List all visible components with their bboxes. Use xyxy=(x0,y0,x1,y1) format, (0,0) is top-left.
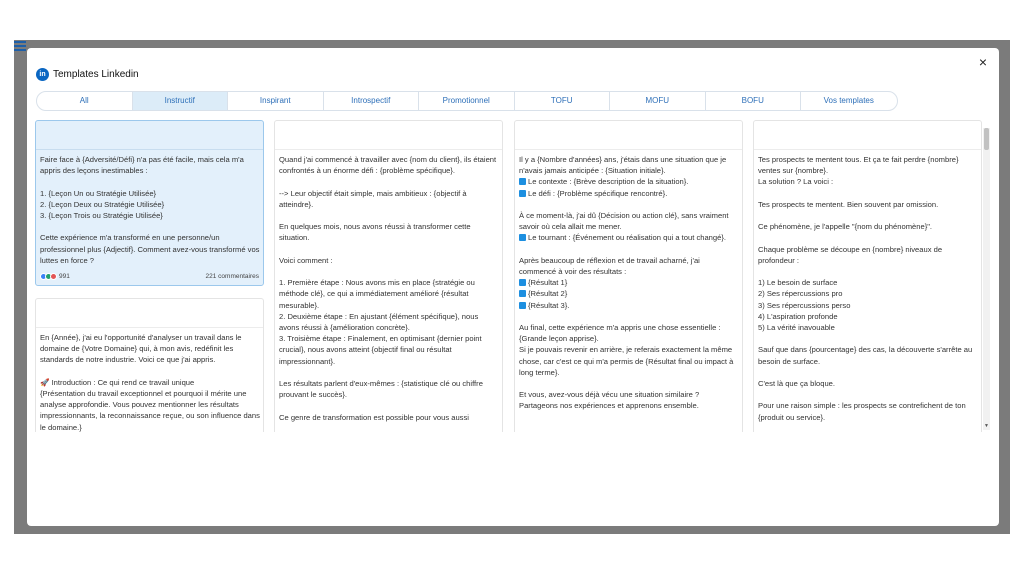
arrow-icon xyxy=(519,234,526,241)
template-card-prospects[interactable] xyxy=(753,120,982,432)
tab-introspectif[interactable]: Introspectif xyxy=(324,92,420,110)
tab-promotionnel[interactable]: Promotionnel xyxy=(419,92,515,110)
scrollbar-thumb[interactable] xyxy=(984,128,989,150)
template-bullet: Le contexte : {Brève description de la situation}. xyxy=(528,177,689,187)
love-icon xyxy=(50,273,57,280)
arrow-icon xyxy=(519,190,526,197)
card-header xyxy=(275,121,502,150)
template-paragraph: Au final, cette expérience m'a appris une chose essentielle : {Grande leçon apprise}. Si je pouvais revenir en arrière, je referais exactement la même chose, car c'est ce qui m'a permis de {Résultat final ou impact à long terme}. Et vous, avez-vous déjà vécu une situation similaire ? Partageons nos expériences et apprenons ensemble. xyxy=(519,323,734,411)
tab-bar xyxy=(36,91,898,111)
template-text: Tes prospects te mentent tous. Et ça te fait perdre {nombre} ventes sur {nombre}. La solution ? La voici : Tes prospects te mentent. Bien souvent par omission. Ce phénomène, je l'appelle "{nom du phénomène}". Chaque problème se découpe en {nombre} niveaux de profondeur : 1) Le besoin de surface 2) Ses répercussions pro 3) Ses répercussions perso 4) L'aspiration profonde 5) La vérité inavouable Sauf que dans {pourcentage} des cas, la découverte s'arrête au besoin de surface. C'est là que ça bloque. Pour une raison simple : les prospects se contrefichent de ton {produit ou service}. xyxy=(758,155,973,422)
template-card-situation[interactable] xyxy=(514,120,743,432)
linkedin-icon: in xyxy=(36,68,49,81)
close-icon[interactable]: × xyxy=(978,54,988,70)
arrow-icon xyxy=(519,178,526,185)
tab-inspirant[interactable]: Inspirant xyxy=(228,92,324,110)
tab-instructif[interactable]: Instructif xyxy=(133,92,229,110)
modal-header xyxy=(36,68,139,81)
scrollbar[interactable] xyxy=(983,128,990,430)
tab-tofu[interactable]: TOFU xyxy=(515,92,611,110)
card-header xyxy=(515,121,742,150)
card-header xyxy=(36,121,263,150)
template-text: En {Année}, j'ai eu l'opportunité d'analyser un travail dans le domaine de {Votre Domaine} qui, à mon avis, redéfinit les standards de notre industrie. Voici ce que j'ai appris. 🚀 Introduction : Ce qui rend ce travail unique {Présentation du travail exceptionnel et pourquoi il mérite une analyse approfondie. Vous pouvez mentionner les résultats impressionnants, la reconnaissance reçue, ou son influence dans le domaine.} xyxy=(40,333,260,432)
card-footer xyxy=(40,271,259,281)
comment-count: 221 commentaires xyxy=(205,272,259,280)
template-result: {Résultat 3}. xyxy=(528,300,570,310)
menu-icon[interactable] xyxy=(14,41,26,51)
template-bullet: Le défi : {Problème spécifique rencontré}. xyxy=(528,188,668,198)
card-header xyxy=(36,299,263,328)
template-card-client[interactable] xyxy=(274,120,503,432)
template-bullet: Le tournant : {Événement ou réalisation qui a tout changé}. xyxy=(528,233,727,243)
tab-all[interactable]: All xyxy=(37,92,133,110)
template-text: Quand j'ai commencé à travailler avec {nom du client}, ils étaient confrontés à un énorme défi : {problème spécifique}. --> Leur objectif était simple, mais ambitieux : {objectif à atteindre}. En quelques mois, nous avons réussi à transformer cette situation. Voici comment : 1. Première étape : Nous avons mis en place {stratégie ou méthode clé}, ce qui a immédiatement amélioré {résultat mesurable}. 2. Deuxième étape : En ajustant {élément spécifique}, nous avons réussi à {amélioration concrète}. 3. Troisième étape : Finalement, en optimisant {dernier point crucial}, nous avons atteint {objectif final ou résultat impressionnant}. Les résultats parlent d'eux-mêmes : {statistique clé ou chiffre prouvant le succès}. Ce genre de transformation est possible pour vous aussi xyxy=(279,155,497,422)
arrow-icon xyxy=(519,290,526,297)
template-paragraph: Après beaucoup de réflexion et de travail acharné, j'ai commencé à voir des résultats : xyxy=(519,255,702,277)
template-intro: Il y a {Nombre d'années} ans, j'étais dans une situation que je n'avais jamais anticipée : {Situation initiale}. xyxy=(519,155,729,176)
tab-mofu[interactable]: MOFU xyxy=(610,92,706,110)
template-result: {Résultat 2} xyxy=(528,289,568,299)
reactions xyxy=(40,273,70,280)
scroll-down-icon[interactable]: ▼ xyxy=(984,423,989,429)
template-card-analyse[interactable] xyxy=(35,298,264,432)
modal-title: Templates Linkedin xyxy=(53,69,139,80)
template-paragraph: À ce moment-là, j'ai dû {Décision ou action clé}, sans vraiment savoir où cela allait me mener. xyxy=(519,211,731,232)
template-card-adversite[interactable] xyxy=(35,120,264,286)
tab-vos-templates[interactable]: Vos templates xyxy=(823,96,874,105)
reaction-count: 991 xyxy=(59,272,70,280)
arrow-icon xyxy=(519,279,526,286)
template-text xyxy=(515,150,742,412)
arrow-icon xyxy=(519,302,526,309)
card-header xyxy=(754,121,981,150)
template-result: {Résultat 1} xyxy=(528,278,568,288)
templates-grid xyxy=(35,120,985,432)
tab-bofu[interactable]: BOFU xyxy=(706,92,802,110)
template-text: Faire face à {Adversité/Défi} n'a pas été facile, mais cela m'a appris des leçons inestimables : 1. {Leçon Un ou Stratégie Utilisée} 2. {Leçon Deux ou Stratégie Utilisée} 3. {Leçon Trois ou Stratégie Utilisée} Cette expérience m'a transformé en une personne/un professionnel plus {Adjectif}. Comment avez-vous transformé vos luttes en force ? xyxy=(40,155,260,265)
templates-modal xyxy=(27,48,999,526)
